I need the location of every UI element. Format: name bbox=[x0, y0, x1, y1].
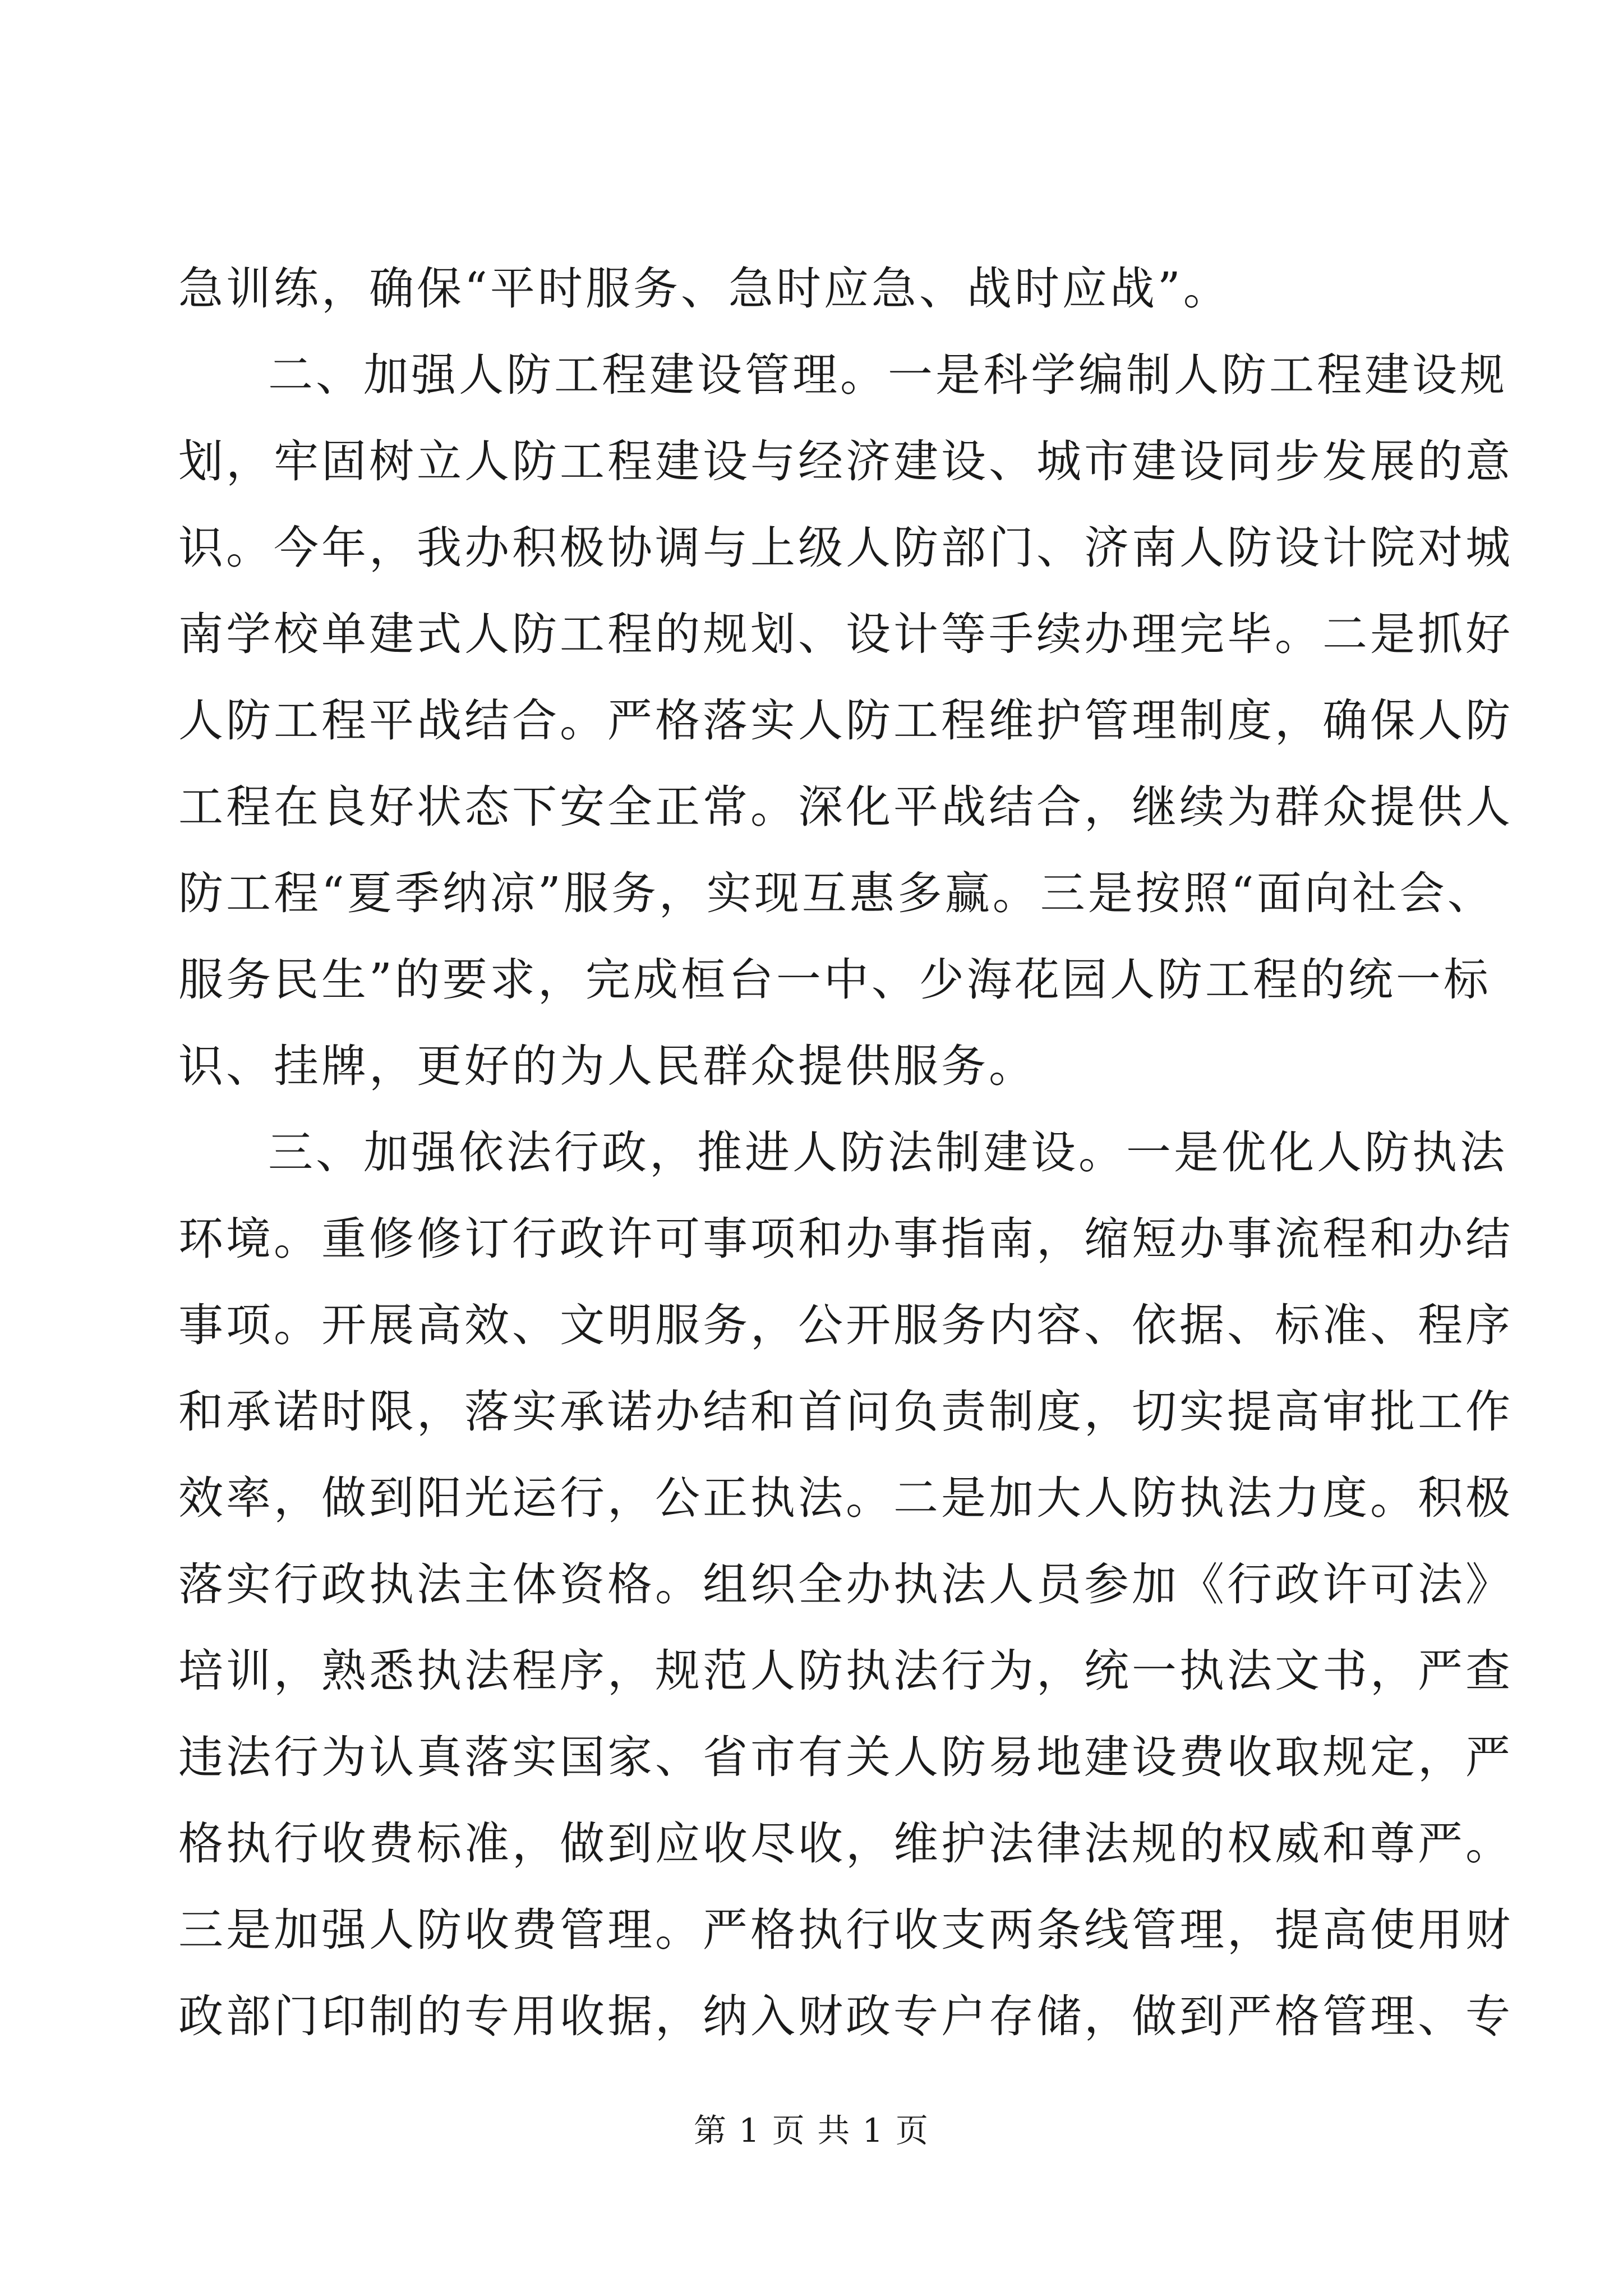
text-line: 政部门印制的专用收据，纳入财政专户存储，做到严格管理、专 bbox=[178, 1990, 1513, 2042]
text-line: 划，牢固树立人防工程建设与经济建设、城市建设同步发展的意 bbox=[178, 435, 1513, 487]
text-line: 南学校单建式人防工程的规划、设计等手续办理完毕。二是抓好 bbox=[178, 608, 1513, 660]
text-line: 违法行为认真落实国家、省市有关人防易地建设费收取规定，严 bbox=[178, 1731, 1513, 1783]
text-line: 工程在良好状态下安全正常。深化平战结合，继续为群众提供人 bbox=[178, 781, 1513, 833]
text-line: 识、挂牌，更好的为人民群众提供服务。 bbox=[178, 1040, 1036, 1092]
text-line: 事项。开展高效、文明服务，公开服务内容、依据、标准、程序 bbox=[178, 1299, 1513, 1351]
text-line: 落实行政执法主体资格。组织全办执法人员参加《行政许可法》 bbox=[178, 1558, 1513, 1611]
text-line: 防工程“夏季纳凉”服务，实现互惠多赢。三是按照“面向社会、 bbox=[178, 867, 1495, 919]
document-body bbox=[178, 246, 1513, 2060]
text-line: 三、加强依法行政，推进人防法制建设。一是优化人防执法 bbox=[268, 1126, 1507, 1179]
text-line: 二、加强人防工程建设管理。一是科学编制人防工程建设规 bbox=[268, 349, 1507, 401]
page-footer: 第 1 页 共 1 页 bbox=[694, 2111, 929, 2150]
text-line: 格执行收费标准，做到应收尽收，维护法律法规的权威和尊严。 bbox=[178, 1818, 1513, 1870]
text-line: 环境。重修修订行政许可事项和办事指南，缩短办事流程和办结 bbox=[178, 1213, 1513, 1265]
text-line: 急训练，确保“平时服务、急时应急、战时应战”。 bbox=[178, 263, 1231, 315]
text-line: 三是加强人防收费管理。严格执行收支两条线管理，提高使用财 bbox=[178, 1904, 1513, 1956]
text-line: 识。今年，我办积极协调与上级人防部门、济南人防设计院对城 bbox=[178, 522, 1513, 574]
text-line: 服务民生”的要求，完成桓台一中、少海花园人防工程的统一标 bbox=[178, 954, 1491, 1006]
text-line: 效率，做到阳光运行，公正执法。二是加大人防执法力度。积极 bbox=[178, 1472, 1513, 1524]
text-line: 人防工程平战结合。严格落实人防工程维护管理制度，确保人防 bbox=[178, 694, 1513, 747]
text-line: 培训，熟悉执法程序，规范人防执法行为，统一执法文书，严查 bbox=[178, 1645, 1513, 1697]
text-line: 和承诺时限，落实承诺办结和首问负责制度，切实提高审批工作 bbox=[178, 1386, 1513, 1438]
